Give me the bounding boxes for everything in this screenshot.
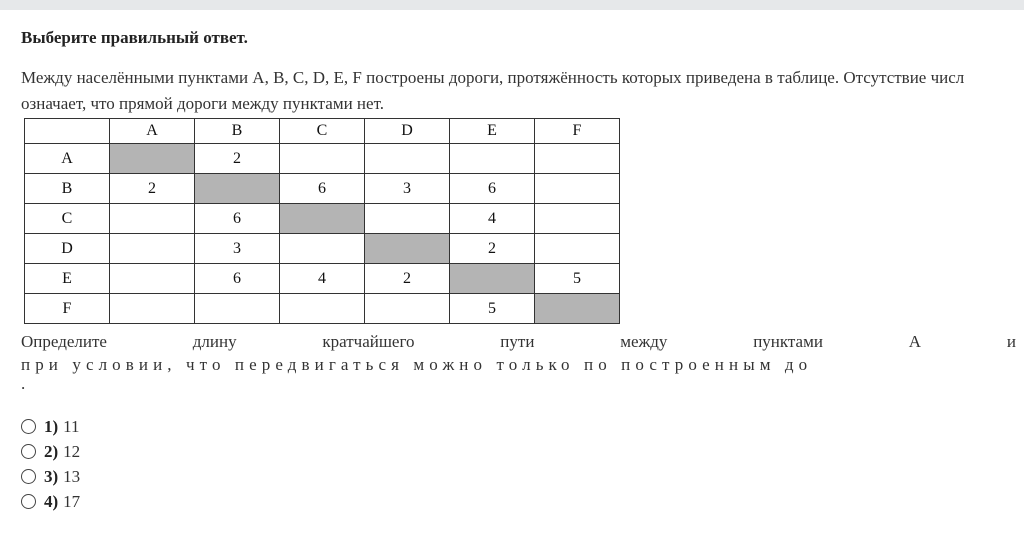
question-word: и xyxy=(1006,332,1016,351)
answer-option-3[interactable] xyxy=(21,464,80,489)
table-cell xyxy=(110,204,195,234)
table-cell xyxy=(535,144,620,174)
radio-button-icon[interactable] xyxy=(21,469,36,484)
table-header-cell: B xyxy=(195,119,280,144)
question-word: длину xyxy=(192,332,237,351)
table-row-label: C xyxy=(25,204,110,234)
table-cell: 6 xyxy=(280,174,365,204)
task-intro xyxy=(21,65,1024,117)
table-cell: 3 xyxy=(365,174,450,204)
table-cell-diagonal xyxy=(110,144,195,174)
table-header-row xyxy=(25,119,620,144)
table-row xyxy=(25,144,620,174)
radio-button-icon[interactable] xyxy=(21,419,36,434)
table-cell xyxy=(280,234,365,264)
table-cell xyxy=(535,204,620,234)
option-number: 1) xyxy=(44,416,59,436)
answer-option-2[interactable] xyxy=(21,439,80,464)
table-cell: 2 xyxy=(450,234,535,264)
table-row-label: A xyxy=(25,144,110,174)
answer-option-4[interactable] xyxy=(21,489,80,514)
distance-table xyxy=(24,118,620,324)
table-cell: 5 xyxy=(535,264,620,294)
table-cell: 2 xyxy=(365,264,450,294)
option-number: 3) xyxy=(44,466,59,486)
question-line-3: . xyxy=(21,374,26,391)
table-cell-diagonal xyxy=(535,294,620,324)
table-cell xyxy=(365,294,450,324)
table-cell: 4 xyxy=(450,204,535,234)
question-line-2: при условии, что передвигаться можно только по построенным до xyxy=(21,355,813,374)
table-cell xyxy=(110,234,195,264)
table-cell: 6 xyxy=(195,264,280,294)
question-word: пунктами xyxy=(753,332,823,351)
option-number: 4) xyxy=(44,491,59,511)
table-header-cell: A xyxy=(110,119,195,144)
table-cell xyxy=(535,174,620,204)
table-cell xyxy=(535,234,620,264)
table-row xyxy=(25,174,620,204)
table-row xyxy=(25,264,620,294)
table-row-label: D xyxy=(25,234,110,264)
table-cell xyxy=(365,144,450,174)
radio-button-icon[interactable] xyxy=(21,494,36,509)
table-cell-diagonal xyxy=(450,264,535,294)
table-cell: 2 xyxy=(195,144,280,174)
question-word: пути xyxy=(500,332,535,351)
table-cell xyxy=(450,144,535,174)
intro-line-2: означает, что прямой дороги между пунктами нет. xyxy=(21,94,384,113)
table-cell: 6 xyxy=(195,204,280,234)
table-row xyxy=(25,204,620,234)
question-text xyxy=(21,331,1016,391)
option-value: 13 xyxy=(63,466,81,486)
table-header-cell: D xyxy=(365,119,450,144)
intro-line-1: Между населёнными пунктами A, B, C, D, E, F построены дороги, протяжённость которых приведена в таблице. Отсутствие числ xyxy=(21,68,965,87)
table-cell: 6 xyxy=(450,174,535,204)
table-row xyxy=(25,294,620,324)
table-header-cell: C xyxy=(280,119,365,144)
table-cell xyxy=(195,294,280,324)
top-bar xyxy=(0,0,1024,10)
radio-button-icon[interactable] xyxy=(21,444,36,459)
task-heading: Выберите правильный ответ. xyxy=(21,28,248,47)
table-row xyxy=(25,234,620,264)
table-cell xyxy=(280,294,365,324)
table-row-label: E xyxy=(25,264,110,294)
table-cell xyxy=(110,294,195,324)
question-word: Определите xyxy=(21,332,107,351)
table-row-label: F xyxy=(25,294,110,324)
table-cell: 2 xyxy=(110,174,195,204)
table-cell xyxy=(280,144,365,174)
table-cell: 5 xyxy=(450,294,535,324)
option-value: 17 xyxy=(63,491,81,511)
question-word: кратчайшего xyxy=(322,332,415,351)
table-cell-diagonal xyxy=(280,204,365,234)
table-header-cell: F xyxy=(535,119,620,144)
question-word: A xyxy=(908,332,922,351)
table-cell xyxy=(365,204,450,234)
table-header-cell: E xyxy=(450,119,535,144)
table-cell: 3 xyxy=(195,234,280,264)
option-number: 2) xyxy=(44,441,59,461)
table-cell: 4 xyxy=(280,264,365,294)
table-header-cell xyxy=(25,119,110,144)
option-value: 12 xyxy=(63,441,81,461)
table-row-label: B xyxy=(25,174,110,204)
table-cell xyxy=(110,264,195,294)
question-word: между xyxy=(620,332,668,351)
answer-option-1[interactable] xyxy=(21,414,80,439)
table-cell-diagonal xyxy=(365,234,450,264)
option-value: 11 xyxy=(63,416,80,436)
table-cell-diagonal xyxy=(195,174,280,204)
question-line-1 xyxy=(21,331,1016,353)
answer-options xyxy=(21,414,80,514)
